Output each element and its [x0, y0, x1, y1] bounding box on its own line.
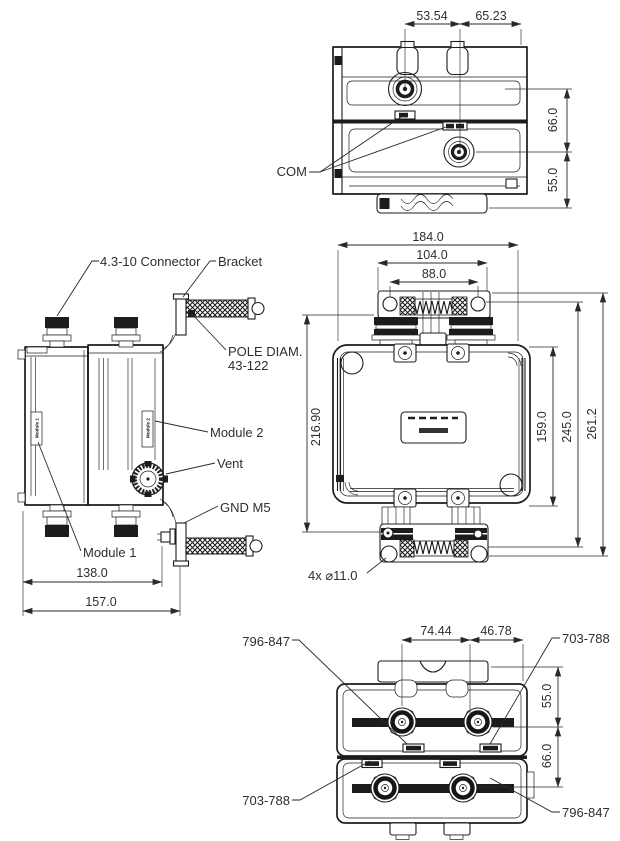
dim-label: 46.78 — [480, 624, 512, 638]
bottom-view — [242, 624, 609, 840]
dim-label: 66.0 — [540, 743, 554, 769]
rf-connector-icon — [447, 317, 495, 345]
module2-tag — [142, 411, 153, 447]
bracket-hole-icon — [383, 297, 397, 311]
dim-label: 261.2 — [585, 408, 599, 440]
dim-label: 65.23 — [475, 9, 507, 23]
connector-label: 4.3-10 Connector — [100, 254, 201, 269]
rf-connector-icon — [43, 317, 71, 347]
dim-label: 138.0 — [76, 566, 108, 580]
gnd-bolt-icon — [157, 529, 175, 544]
clamp-screw-icon — [394, 344, 469, 362]
coax-connector-icon — [444, 137, 474, 167]
rf-connector-icon — [112, 505, 140, 537]
dim-label: 55.0 — [540, 683, 554, 709]
com-label: COM — [276, 164, 307, 179]
module2-tag-text: Module 2 — [145, 418, 151, 438]
bracket-label: Bracket — [218, 254, 263, 269]
nameplate — [401, 412, 466, 443]
top-bracket-broken-view — [377, 194, 487, 213]
dim-label: 66.0 — [546, 107, 560, 133]
module1-tag-text: Module 1 — [34, 418, 40, 438]
band-label: 703-788 — [562, 631, 610, 646]
coax-connector-icon — [371, 774, 399, 802]
bracket-hole-icon — [471, 297, 485, 311]
pole-range-label: 43-122 — [228, 358, 269, 373]
module2-label: Module 2 — [210, 425, 264, 440]
dim-label: 157.0 — [85, 595, 117, 609]
vent-label: Vent — [217, 456, 244, 471]
dim-label: 245.0 — [560, 411, 574, 443]
front-view — [302, 230, 608, 583]
module1-tag — [31, 412, 42, 445]
dim-label: 216.90 — [309, 407, 323, 447]
top-view — [277, 9, 572, 213]
gnd-label: GND M5 — [220, 500, 271, 515]
coax-connector-icon — [388, 708, 416, 736]
dim-label: 88.0 — [421, 267, 447, 281]
band-label: 796-847 — [562, 805, 610, 820]
dim-label: 184.0 — [412, 230, 444, 244]
dim-label: 74.44 — [420, 624, 452, 638]
rf-connector-icon — [382, 507, 480, 524]
nameplate-logo — [419, 428, 448, 433]
dim-label: 53.54 — [416, 9, 448, 23]
side-view — [18, 254, 302, 616]
band-label: 703-788 — [242, 793, 290, 808]
coax-connector-icon — [449, 774, 477, 802]
rf-connector-icon — [43, 505, 71, 537]
dim-label: 104.0 — [416, 248, 448, 262]
rf-connector-icon — [372, 317, 420, 345]
pole-diam-label: POLE DIAM. — [228, 344, 303, 359]
pole-plate-bottom — [380, 524, 488, 562]
dim-label: 55.0 — [546, 167, 560, 193]
rf-connector-icon — [112, 317, 140, 347]
coax-connector-icon — [464, 708, 492, 736]
mounting-hole-icon — [471, 546, 487, 562]
holes-label: 4x ⌀11.0 — [308, 568, 358, 583]
band-label: 796-847 — [242, 634, 290, 649]
module1-label: Module 1 — [83, 545, 137, 560]
dim-label: 159.0 — [535, 411, 549, 443]
